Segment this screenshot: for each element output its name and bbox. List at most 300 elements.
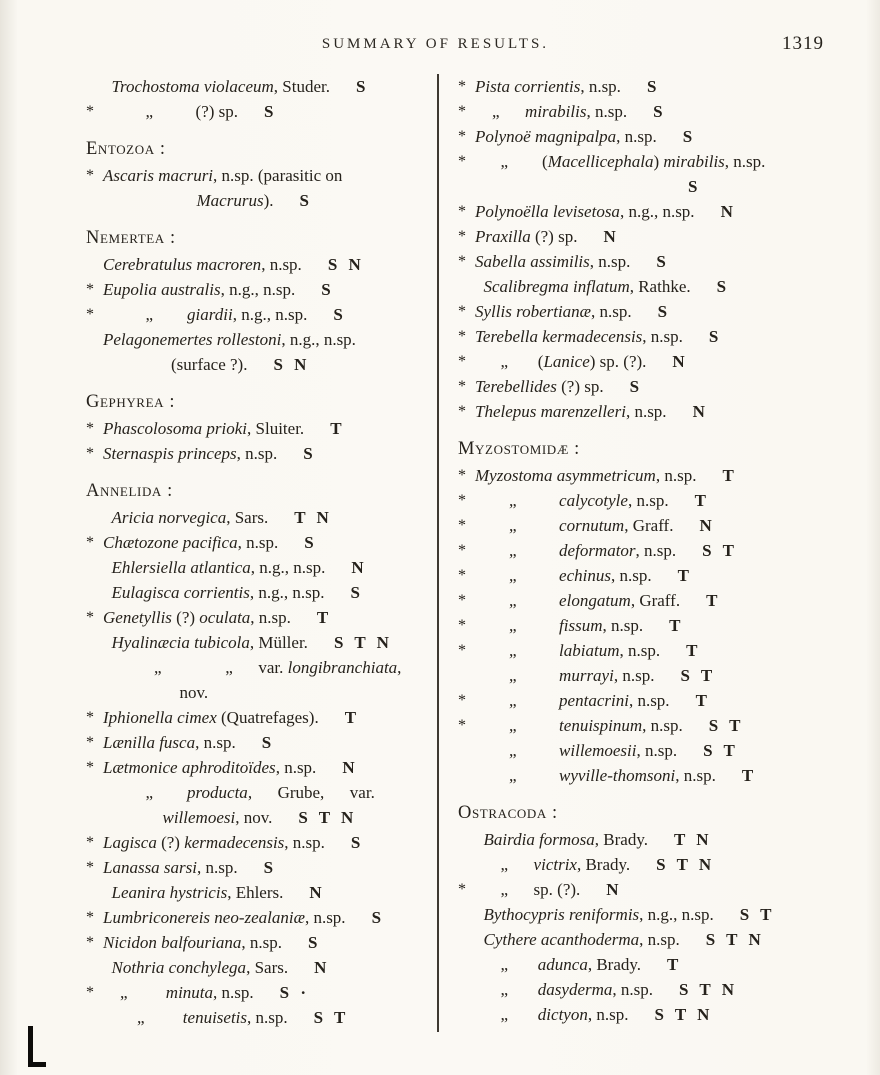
entry-body bbox=[103, 905, 382, 930]
new-taxon-asterisk: * bbox=[458, 617, 466, 634]
asterisk-gutter bbox=[86, 955, 103, 980]
new-taxon-asterisk: * bbox=[86, 709, 94, 726]
new-taxon-asterisk: * bbox=[86, 103, 94, 120]
text-segment: (?) sp. bbox=[530, 227, 578, 246]
station-codes: S bbox=[708, 327, 719, 346]
entry-body bbox=[103, 955, 327, 980]
text-segment: , n.sp. bbox=[247, 1008, 288, 1027]
entry-line bbox=[86, 99, 437, 124]
text-segment: , nov. bbox=[235, 808, 273, 827]
new-taxon-asterisk: * bbox=[458, 517, 466, 534]
entry-line bbox=[458, 688, 838, 713]
station-codes: N bbox=[314, 958, 327, 977]
entry-body bbox=[475, 124, 693, 149]
entry-body bbox=[103, 99, 274, 124]
text-segment: „ bbox=[500, 955, 538, 974]
taxon-name: echinus bbox=[559, 566, 611, 585]
asterisk-gutter bbox=[458, 827, 475, 852]
text-segment: „ bbox=[500, 980, 538, 999]
entry-line bbox=[86, 252, 437, 277]
text-segment: „ bbox=[509, 766, 560, 785]
entry-body bbox=[475, 877, 619, 902]
entry-body bbox=[475, 374, 640, 399]
taxon-name: Bairdia formosa bbox=[483, 830, 595, 849]
text-segment: , n.g., n.sp. bbox=[232, 305, 308, 324]
entry-body bbox=[475, 149, 765, 174]
text-segment: , n.sp. bbox=[613, 666, 655, 685]
entry-body bbox=[475, 738, 735, 763]
entry-line bbox=[458, 488, 838, 513]
taxon-name: dictyon bbox=[537, 1005, 588, 1024]
taxon-name: Genetyllis bbox=[103, 608, 172, 627]
entry-body bbox=[103, 252, 361, 277]
station-codes: S T N bbox=[333, 633, 390, 652]
asterisk-gutter bbox=[86, 880, 103, 905]
station-codes: T N bbox=[674, 830, 710, 849]
entry-body bbox=[103, 655, 401, 680]
text-segment: , Grube, var. bbox=[247, 783, 375, 802]
station-codes: S T bbox=[739, 905, 773, 924]
entry-body bbox=[103, 605, 329, 630]
taxon-name: minuta bbox=[165, 983, 214, 1002]
scan-artifact-corner bbox=[28, 1026, 46, 1067]
text-segment: , n.sp. bbox=[580, 77, 621, 96]
asterisk-gutter bbox=[458, 663, 475, 688]
entry-line bbox=[458, 952, 838, 977]
taxon-name: Ehlersiella atlantica bbox=[111, 558, 251, 577]
text-segment: , Brady. bbox=[576, 855, 631, 874]
asterisk-gutter bbox=[458, 852, 475, 877]
taxon-name: Macellicephala bbox=[547, 152, 654, 171]
station-codes: S bbox=[653, 102, 664, 121]
text-segment: , n.sp. bbox=[275, 758, 317, 777]
text-segment: , n.sp. bbox=[284, 833, 325, 852]
page-number: 1319 bbox=[782, 33, 824, 54]
entry-line bbox=[86, 905, 437, 930]
entry-body bbox=[103, 277, 331, 302]
taxon-name: Pelagonemertes rollestoni bbox=[103, 330, 282, 349]
entry-body bbox=[475, 324, 719, 349]
asterisk-gutter bbox=[86, 327, 103, 352]
taxon-name: dasyderma bbox=[537, 980, 613, 999]
entry-line bbox=[458, 224, 838, 249]
station-codes: S T bbox=[680, 666, 713, 685]
column bbox=[437, 74, 838, 1027]
text-segment: „ bbox=[509, 491, 560, 510]
new-taxon-asterisk: * bbox=[86, 934, 94, 951]
asterisk-gutter bbox=[86, 680, 103, 705]
entry-line bbox=[458, 324, 838, 349]
asterisk-gutter bbox=[86, 505, 103, 530]
section-heading: Gephyrea : bbox=[86, 392, 176, 412]
entry-line bbox=[86, 680, 437, 705]
entry-body bbox=[475, 827, 709, 852]
entry-body bbox=[103, 352, 307, 377]
text-segment: ). bbox=[263, 191, 274, 210]
entry-body bbox=[475, 563, 689, 588]
text-segment: „ bbox=[509, 591, 560, 610]
entry-line bbox=[458, 538, 838, 563]
taxon-name: fissum bbox=[559, 616, 603, 635]
text-segment: „ bbox=[509, 641, 560, 660]
entry-body bbox=[475, 513, 712, 538]
columns-container bbox=[86, 74, 838, 1030]
entry-line bbox=[458, 349, 838, 374]
station-codes: N bbox=[606, 880, 620, 899]
text-segment: , n.sp. bbox=[586, 102, 628, 121]
text-segment: , n.sp. bbox=[628, 691, 670, 710]
section-heading: Ostracoda : bbox=[458, 803, 558, 823]
text-segment: , n.sp. bbox=[241, 933, 282, 952]
taxon-name: wyville-thomsoni bbox=[559, 766, 676, 785]
entry-line bbox=[86, 352, 437, 377]
station-codes: T bbox=[330, 419, 343, 438]
taxon-name: labiatum bbox=[559, 641, 620, 660]
station-codes: S bbox=[682, 127, 693, 146]
asterisk-gutter bbox=[458, 952, 475, 977]
entry-line bbox=[458, 713, 838, 738]
taxon-name: Macrurus bbox=[196, 191, 264, 210]
station-codes: S T N bbox=[656, 855, 712, 874]
entry-body bbox=[475, 224, 616, 249]
station-codes: N bbox=[720, 202, 734, 221]
station-codes: N bbox=[692, 402, 706, 421]
taxon-name: Chætozone pacifica bbox=[103, 533, 238, 552]
entry-body bbox=[103, 805, 354, 830]
entry-body bbox=[475, 852, 712, 877]
text-segment: , n.sp. bbox=[655, 466, 697, 485]
new-taxon-asterisk: * bbox=[86, 445, 94, 462]
new-taxon-asterisk: * bbox=[458, 228, 466, 245]
taxon-name: mirabilis bbox=[525, 102, 587, 121]
entry-line bbox=[86, 705, 437, 730]
text-segment: , n.sp. bbox=[587, 1005, 629, 1024]
text-segment: , n.g., n.sp. bbox=[220, 280, 296, 299]
taxon-name: Iphionella cimex bbox=[103, 708, 217, 727]
taxon-name: willemoesi bbox=[162, 808, 236, 827]
entry-body bbox=[475, 349, 685, 374]
asterisk-gutter bbox=[458, 763, 475, 788]
text-segment: „ bbox=[509, 666, 560, 685]
entry-line bbox=[458, 513, 838, 538]
text-segment: , n.sp. bbox=[642, 327, 683, 346]
entry-line bbox=[86, 930, 437, 955]
taxon-name: Pista corrientis bbox=[475, 77, 581, 96]
station-codes: S bbox=[299, 191, 310, 210]
station-codes: S T bbox=[702, 541, 735, 560]
entry-body bbox=[103, 188, 309, 213]
taxon-name: Thelepus marenzelleri bbox=[475, 402, 626, 421]
station-codes: N bbox=[672, 352, 686, 371]
entry-line bbox=[458, 374, 838, 399]
entry-body bbox=[475, 199, 733, 224]
text-segment: „ bbox=[509, 566, 560, 585]
text-segment: , n.sp. bbox=[610, 566, 652, 585]
new-taxon-asterisk: * bbox=[458, 78, 466, 95]
asterisk-gutter bbox=[458, 738, 475, 763]
taxon-name: Polynoëlla levisetosa bbox=[475, 202, 620, 221]
new-taxon-asterisk: * bbox=[86, 167, 94, 184]
asterisk-gutter bbox=[458, 902, 475, 927]
new-taxon-asterisk: * bbox=[458, 303, 466, 320]
text-segment: , n.sp. bbox=[602, 616, 644, 635]
taxon-name: Bythocypris reniformis bbox=[483, 905, 640, 924]
taxon-name: Lætmonice aphroditoïdes bbox=[103, 758, 276, 777]
entry-line bbox=[86, 505, 437, 530]
station-codes: T bbox=[706, 591, 718, 610]
entry-line bbox=[86, 655, 437, 680]
text-segment: , n.g., n.sp. bbox=[249, 583, 325, 602]
station-codes: N bbox=[699, 516, 713, 535]
text-segment: , n.sp. bbox=[642, 716, 683, 735]
text-segment: , n.g., n.sp. bbox=[250, 558, 326, 577]
text-segment: , n.sp. bbox=[589, 252, 631, 271]
text-segment: „ bbox=[145, 305, 188, 324]
entry-body bbox=[103, 505, 329, 530]
taxon-name: Cerebratulus macroren bbox=[103, 255, 262, 274]
taxon-name: Trochostoma violaceum bbox=[111, 77, 274, 96]
text-segment: , n.sp. bbox=[250, 608, 291, 627]
asterisk-gutter bbox=[86, 805, 103, 830]
text-segment: , Graff. bbox=[630, 591, 681, 610]
taxon-name: tenuispinum bbox=[559, 716, 643, 735]
new-taxon-asterisk: * bbox=[458, 692, 466, 709]
text-segment: „ bbox=[492, 102, 526, 121]
text-segment: (surface ?). bbox=[171, 355, 248, 374]
entry-line bbox=[458, 299, 838, 324]
taxon-name: oculata bbox=[199, 608, 251, 627]
entry-body bbox=[475, 399, 705, 424]
station-codes: N bbox=[351, 558, 365, 577]
taxon-name: Leanira hystricis bbox=[111, 883, 228, 902]
entry-line bbox=[86, 730, 437, 755]
entry-line bbox=[458, 399, 838, 424]
entry-body bbox=[103, 630, 389, 655]
entry-line bbox=[458, 274, 838, 299]
station-codes: S bbox=[261, 733, 272, 752]
station-codes: T bbox=[667, 955, 679, 974]
taxon-name: Phascolosoma prioki bbox=[103, 419, 248, 438]
entry-line bbox=[458, 738, 838, 763]
new-taxon-asterisk: * bbox=[458, 403, 466, 420]
entry-line bbox=[458, 613, 838, 638]
entry-body bbox=[103, 441, 313, 466]
taxon-name: adunca bbox=[537, 955, 588, 974]
station-codes: T bbox=[316, 608, 329, 627]
new-taxon-asterisk: * bbox=[86, 909, 94, 926]
entry-body bbox=[103, 880, 322, 905]
asterisk-gutter bbox=[458, 274, 475, 299]
text-segment: , n.sp. bbox=[619, 641, 661, 660]
station-codes: S T N bbox=[298, 808, 354, 827]
new-taxon-asterisk: * bbox=[458, 542, 466, 559]
text-segment: , Müller. bbox=[249, 633, 308, 652]
taxon-name: cornutum bbox=[559, 516, 625, 535]
station-codes: S T bbox=[703, 741, 736, 760]
asterisk-gutter bbox=[86, 352, 103, 377]
station-codes: S T bbox=[313, 1008, 346, 1027]
asterisk-gutter bbox=[86, 1005, 103, 1030]
entry-body bbox=[103, 755, 355, 780]
text-segment: „ bbox=[509, 516, 560, 535]
entry-body bbox=[475, 952, 679, 977]
entry-line bbox=[458, 638, 838, 663]
entry-body bbox=[475, 249, 666, 274]
new-taxon-asterisk: * bbox=[458, 353, 466, 370]
entry-body bbox=[475, 299, 668, 324]
text-segment: „ bbox=[137, 1008, 183, 1027]
text-segment: , Brady. bbox=[587, 955, 642, 974]
station-codes: T bbox=[686, 641, 698, 660]
entry-body bbox=[103, 302, 343, 327]
asterisk-gutter bbox=[86, 252, 103, 277]
entry-line bbox=[86, 755, 437, 780]
entry-line bbox=[86, 163, 437, 188]
new-taxon-asterisk: * bbox=[86, 420, 94, 437]
entry-line bbox=[458, 763, 838, 788]
asterisk-gutter bbox=[458, 927, 475, 952]
text-segment: , n.g., n.sp. bbox=[619, 202, 695, 221]
station-codes: S bbox=[350, 583, 361, 602]
entry-body bbox=[103, 163, 342, 188]
new-taxon-asterisk: * bbox=[86, 609, 94, 626]
asterisk-gutter bbox=[86, 630, 103, 655]
taxon-name: willemoesii bbox=[559, 741, 637, 760]
station-codes: N bbox=[342, 758, 356, 777]
taxon-name: mirabilis bbox=[663, 152, 725, 171]
station-codes: S bbox=[646, 77, 657, 96]
page-title: SUMMARY OF RESULTS. bbox=[321, 36, 550, 52]
station-codes: S bbox=[321, 280, 332, 299]
entry-line bbox=[86, 855, 437, 880]
entry-line bbox=[458, 249, 838, 274]
entry-line bbox=[458, 927, 838, 952]
entry-body bbox=[475, 588, 718, 613]
taxon-name: Lagisca bbox=[103, 833, 157, 852]
station-codes: S T N bbox=[705, 930, 762, 949]
text-segment: , n.sp. bbox=[195, 733, 236, 752]
text-segment: , n.sp. bbox=[591, 302, 632, 321]
new-taxon-asterisk: * bbox=[458, 567, 466, 584]
text-segment: , n.sp. bbox=[197, 858, 238, 877]
entry-body bbox=[475, 638, 698, 663]
text-segment: , n.sp. bbox=[724, 152, 766, 171]
entry-line bbox=[86, 327, 437, 352]
text-segment: „ bbox=[509, 691, 560, 710]
station-codes: S bbox=[657, 302, 668, 321]
entry-line bbox=[86, 277, 437, 302]
new-taxon-asterisk: * bbox=[86, 281, 94, 298]
text-segment: „ bbox=[500, 855, 534, 874]
new-taxon-asterisk: * bbox=[458, 467, 466, 484]
entry-body bbox=[103, 730, 272, 755]
new-taxon-asterisk: * bbox=[458, 328, 466, 345]
new-taxon-asterisk: * bbox=[458, 642, 466, 659]
text-segment: , n.sp. bbox=[237, 533, 279, 552]
station-codes: S bbox=[688, 177, 698, 196]
asterisk-gutter bbox=[458, 174, 475, 199]
station-codes: S bbox=[333, 305, 344, 324]
text-segment: , Graff. bbox=[624, 516, 674, 535]
station-codes: N bbox=[603, 227, 617, 246]
entry-line bbox=[458, 99, 838, 124]
new-taxon-asterisk: * bbox=[458, 203, 466, 220]
new-taxon-asterisk: * bbox=[458, 128, 466, 145]
station-codes: T bbox=[694, 491, 707, 510]
text-segment: „ sp. (?). bbox=[500, 880, 581, 899]
entry-body bbox=[475, 713, 741, 738]
new-taxon-asterisk: * bbox=[86, 759, 94, 776]
entry-body bbox=[103, 555, 364, 580]
new-taxon-asterisk: * bbox=[86, 984, 94, 1001]
text-segment: , n.sp. bbox=[635, 541, 677, 560]
text-segment: „ bbox=[500, 1005, 538, 1024]
station-codes: S N bbox=[273, 355, 307, 374]
text-segment: , n.sp. (parasitic on bbox=[213, 166, 343, 185]
station-codes: S bbox=[355, 77, 366, 96]
taxon-name: kermadecensis bbox=[184, 833, 285, 852]
text-segment: (?) bbox=[156, 833, 185, 852]
text-segment: , n.sp. bbox=[236, 444, 278, 463]
new-taxon-asterisk: * bbox=[86, 734, 94, 751]
taxon-name: giardii bbox=[187, 305, 233, 324]
station-codes: S bbox=[629, 377, 640, 396]
new-taxon-asterisk: * bbox=[458, 592, 466, 609]
text-segment: nov. bbox=[179, 683, 209, 702]
text-segment: , Rathke. bbox=[629, 277, 691, 296]
taxon-name: longibranchiata bbox=[287, 658, 398, 677]
entry-body bbox=[103, 930, 318, 955]
taxon-name: Syllis robertianæ bbox=[475, 302, 592, 321]
entry-body bbox=[475, 174, 698, 199]
station-codes: T N bbox=[294, 508, 330, 527]
text-segment: ) bbox=[653, 152, 664, 171]
column-divider bbox=[437, 74, 439, 1032]
entry-line bbox=[458, 827, 838, 852]
entry-line bbox=[86, 805, 437, 830]
entry-line bbox=[86, 980, 437, 1005]
taxon-name: deformator bbox=[559, 541, 636, 560]
entry-line bbox=[458, 563, 838, 588]
entry-body bbox=[475, 538, 734, 563]
text-segment: , n.sp. bbox=[261, 255, 302, 274]
new-taxon-asterisk: * bbox=[86, 859, 94, 876]
text-segment: , n.sp. bbox=[612, 980, 654, 999]
text-segment: , n.sp. bbox=[625, 402, 667, 421]
entry-body bbox=[103, 705, 357, 730]
new-taxon-asterisk: * bbox=[458, 378, 466, 395]
section-heading: Nemertea : bbox=[86, 228, 176, 248]
entry-body bbox=[103, 327, 356, 352]
text-segment: , Sluiter. bbox=[247, 419, 305, 438]
entry-line bbox=[86, 416, 437, 441]
entry-body bbox=[475, 613, 681, 638]
entry-body bbox=[475, 663, 713, 688]
entry-line bbox=[86, 74, 437, 99]
entry-body bbox=[103, 580, 360, 605]
taxon-name: Cythere acanthoderma bbox=[483, 930, 640, 949]
entry-line bbox=[86, 188, 437, 213]
taxon-name: Terebellides bbox=[475, 377, 557, 396]
section-heading: Entozoa : bbox=[86, 139, 166, 159]
entry-line bbox=[86, 630, 437, 655]
text-segment: „ bbox=[509, 616, 560, 635]
text-segment: ) sp. (?). bbox=[589, 352, 647, 371]
text-segment: , n.sp. bbox=[304, 908, 346, 927]
text-segment: , Ehlers. bbox=[227, 883, 284, 902]
station-codes: N bbox=[309, 883, 323, 902]
taxon-name: Sternaspis princeps bbox=[103, 444, 237, 463]
